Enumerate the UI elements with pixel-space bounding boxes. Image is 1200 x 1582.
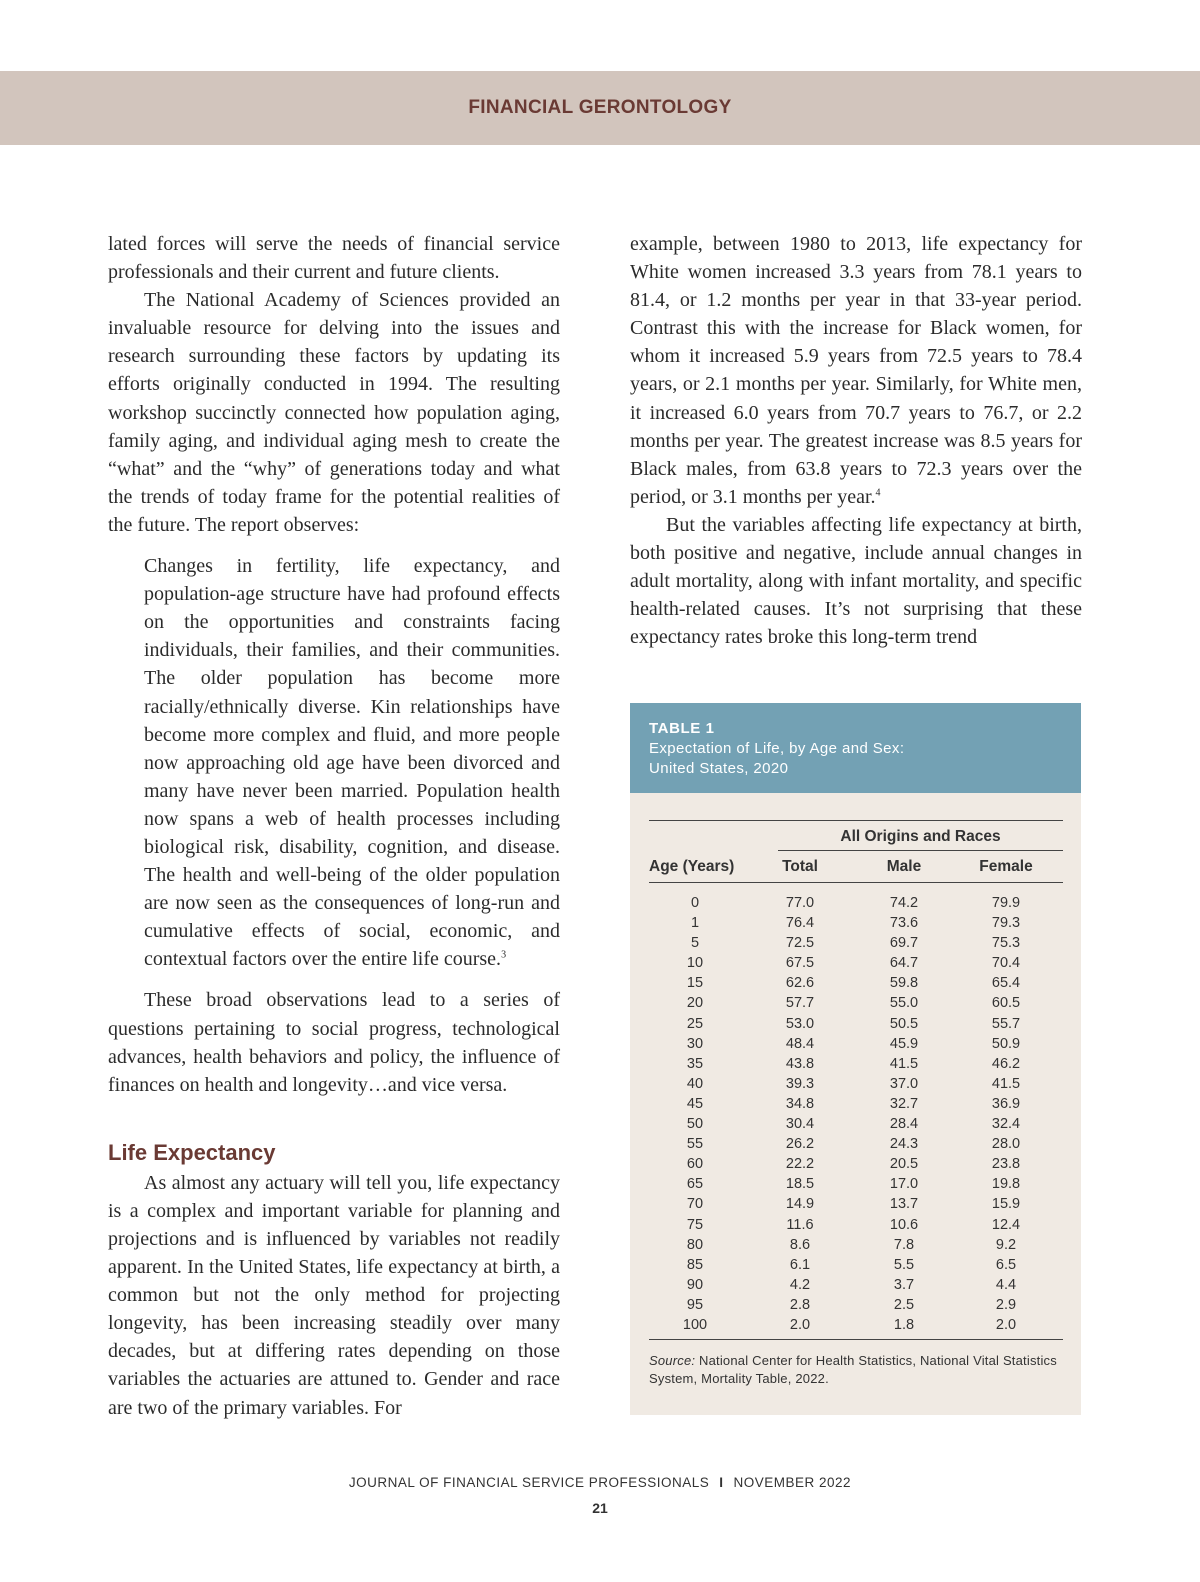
cell-female: 23.8 — [991, 1156, 1021, 1173]
table-row — [649, 1054, 1063, 1074]
table-row — [649, 933, 1063, 953]
cell-male: 74.2 — [889, 895, 919, 911]
table-row — [649, 1235, 1063, 1255]
group-header: All Origins and Races — [778, 821, 1063, 851]
paragraph: These broad observations lead to a series of questions pertaining to social progress, technological advances, health behaviors and policy, the influence of finances on health and longevity…and vice versa. — [108, 989, 560, 1096]
table-row — [649, 1074, 1063, 1094]
cell-male: 3.7 — [893, 1276, 915, 1293]
paragraph: As almost any actuary will tell you, life expectancy is a complex and important variable for planning and projections and is influenced by variables not readily apparent. In the United States, life expectancy at birth, a common but not the only method for projecting longevity, has been increasing steadily over many decades, but at differing rates depending on those variables the actuaries are attuned to. Gender and race are two of the primary variables. For — [108, 1171, 560, 1419]
cell-female: 70.4 — [991, 955, 1021, 972]
table-label: TABLE 1 — [649, 720, 715, 737]
cell-total: 14.9 — [785, 1196, 815, 1213]
footnote-marker: 4 — [875, 487, 881, 499]
column-headers — [649, 851, 1063, 883]
cell-male: 20.5 — [889, 1156, 919, 1173]
cell-age: 75 — [686, 1216, 704, 1233]
table-caption — [630, 703, 1081, 793]
cell-female: 46.2 — [991, 1055, 1021, 1072]
cell-total: 30.4 — [785, 1116, 815, 1133]
cell-female: 2.0 — [995, 1316, 1017, 1333]
paragraph-text: example, between 1980 to 2013, life expectancy for White women increased 3.3 years from 78.1 years to 81.4, or 1.2 months per year in that 33-year period. Contrast this with the increase for Black women, for whom it increased 5.9 years from 72.5 years to 78.4 years, or 2.1 months per year. Similarly, for White men, it increased 6.0 years from 70.7 years to 76.7, or 2.2 months per year. The greatest increase was 8.5 years for Black males, from 63.8 years to 72.3 years over the period, or 3.1 months per year. — [630, 233, 1082, 508]
cell-age: 30 — [686, 1035, 704, 1052]
table-row — [649, 1114, 1063, 1134]
paragraph: The National Academy of Sciences provided an invaluable resource for delving into the issues and research surrounding these factors by updating its efforts originally conducted in 1994. The resulting workshop succinctly connected how population aging, family aging, and individual aging mesh to create the “what” and the “why” of generations today and what the trends of today frame for the potential realities of the future. The report observes: — [108, 289, 560, 536]
section-heading: Life Expectancy — [108, 1139, 276, 1165]
cell-total: 57.7 — [785, 995, 815, 1012]
cell-total: 48.4 — [785, 1035, 815, 1052]
data-table — [649, 820, 1063, 1340]
cell-age: 85 — [686, 1256, 704, 1273]
cell-total: 53.0 — [785, 1015, 815, 1032]
table-row — [649, 953, 1063, 973]
cell-male: 5.5 — [893, 1256, 915, 1273]
cell-age: 5 — [690, 935, 700, 952]
table-row — [649, 1014, 1063, 1034]
cell-male: 45.9 — [889, 1035, 919, 1052]
cell-age: 50 — [686, 1116, 704, 1133]
cell-total: 67.5 — [785, 955, 815, 972]
column-header-male: Male — [886, 858, 922, 875]
table-row — [649, 1295, 1063, 1315]
issue-date: NOVEMBER 2022 — [733, 1475, 852, 1490]
cell-age: 80 — [686, 1236, 704, 1253]
running-header — [0, 71, 1200, 145]
cell-total: 62.6 — [785, 975, 815, 992]
cell-total: 4.2 — [789, 1276, 811, 1293]
cell-male: 73.6 — [889, 915, 919, 932]
cell-female: 2.9 — [995, 1296, 1017, 1313]
quote-text: Changes in fertility, life expectancy, and population-age structure have had profound effects on the opportunities and constraints facing individuals, their families, and their communities. The older population has become more racially/ethnically diverse. Kin relationships have become more complex and fluid, and more people now approaching old age have been divorced and many have never been married. Population health now spans a web of health processes including biological risk, disability, cognition, and disease. The health and well-being of the older population are now seen as the consequences of long-run and cumulative effects of social, economic, and contextual factors over the entire life course. — [144, 555, 560, 971]
cell-total: 11.6 — [786, 1216, 814, 1233]
journal-name: JOURNAL OF FINANCIAL SERVICE PROFESSIONALS — [348, 1475, 710, 1490]
table-row — [649, 1034, 1063, 1054]
cell-female: 79.3 — [991, 915, 1021, 932]
right-column — [630, 230, 1082, 651]
column-header-female: Female — [979, 858, 1033, 875]
source-label: Source: — [649, 1353, 696, 1368]
cell-total: 43.8 — [785, 1055, 815, 1072]
cell-male: 2.5 — [893, 1296, 915, 1313]
cell-male: 41.5 — [889, 1055, 919, 1072]
cell-total: 76.4 — [785, 915, 815, 932]
paragraph — [630, 230, 1082, 511]
table-row — [649, 1094, 1063, 1114]
table-row — [649, 1255, 1063, 1275]
cell-male: 24.3 — [889, 1136, 919, 1153]
cell-female: 9.2 — [995, 1236, 1017, 1253]
cell-female: 41.5 — [991, 1075, 1021, 1092]
table-row — [649, 1315, 1063, 1335]
cell-total: 26.2 — [785, 1136, 815, 1153]
cell-total: 34.8 — [785, 1095, 815, 1112]
table-source — [649, 1352, 1063, 1388]
cell-age: 70 — [686, 1196, 704, 1213]
cell-age: 65 — [686, 1176, 704, 1193]
block-quote — [144, 552, 560, 973]
table-row — [649, 913, 1063, 933]
cell-age: 20 — [686, 995, 704, 1012]
cell-total: 18.5 — [785, 1176, 815, 1193]
cell-male: 10.6 — [889, 1216, 919, 1233]
table-row — [649, 1215, 1063, 1235]
footer-separator: I — [719, 1475, 724, 1490]
table-row — [649, 893, 1063, 913]
cell-female: 32.4 — [991, 1116, 1021, 1133]
cell-female: 19.8 — [991, 1176, 1021, 1193]
cell-male: 37.0 — [889, 1075, 919, 1092]
cell-age: 1 — [690, 915, 700, 932]
cell-male: 32.7 — [889, 1095, 919, 1112]
cell-age: 45 — [686, 1095, 704, 1112]
cell-total: 6.1 — [789, 1256, 811, 1273]
cell-age: 55 — [686, 1136, 704, 1153]
cell-male: 69.7 — [889, 935, 919, 952]
cell-male: 7.8 — [893, 1236, 915, 1253]
cell-male: 17.0 — [889, 1176, 919, 1193]
cell-age: 100 — [682, 1316, 708, 1333]
cell-female: 12.4 — [991, 1216, 1021, 1233]
footnote-marker: 3 — [501, 949, 507, 961]
table-row — [649, 993, 1063, 1013]
table-row — [649, 1134, 1063, 1154]
source-text: National Center for Health Statistics, National Vital Statistics System, Mortality Table, 2022. — [649, 1353, 1057, 1386]
left-column — [108, 230, 560, 1422]
cell-male: 64.7 — [889, 955, 919, 972]
cell-female: 4.4 — [995, 1276, 1017, 1293]
table-row — [649, 1154, 1063, 1174]
cell-total: 22.2 — [785, 1156, 815, 1173]
cell-total: 2.8 — [789, 1296, 811, 1313]
footer-journal-line — [0, 1475, 1200, 1490]
cell-age: 15 — [686, 975, 704, 992]
cell-age: 40 — [686, 1075, 704, 1092]
table-row — [649, 1194, 1063, 1214]
table-row — [649, 1174, 1063, 1194]
life-expectancy-table — [630, 703, 1081, 1415]
cell-male: 55.0 — [889, 995, 919, 1012]
cell-age: 60 — [686, 1156, 704, 1173]
cell-male: 1.8 — [893, 1316, 915, 1333]
table-caption-line: United States, 2020 — [649, 760, 789, 777]
cell-age: 35 — [686, 1055, 704, 1072]
cell-age: 90 — [686, 1276, 704, 1293]
table-row — [649, 973, 1063, 993]
cell-age: 95 — [686, 1296, 704, 1313]
cell-total: 77.0 — [785, 895, 815, 911]
cell-female: 6.5 — [995, 1256, 1017, 1273]
cell-female: 50.9 — [991, 1035, 1021, 1052]
cell-total: 2.0 — [789, 1316, 811, 1333]
column-header-total: Total — [782, 858, 818, 875]
cell-female: 36.9 — [991, 1095, 1021, 1112]
table-body — [649, 883, 1063, 1340]
cell-female: 60.5 — [991, 995, 1021, 1012]
table-caption-line: Expectation of Life, by Age and Sex: — [649, 740, 905, 757]
cell-female: 28.0 — [991, 1136, 1021, 1153]
column-header-age: Age (Years) — [649, 858, 735, 875]
cell-female: 79.9 — [991, 895, 1021, 911]
cell-male: 50.5 — [889, 1015, 919, 1032]
cell-male: 28.4 — [889, 1116, 919, 1133]
cell-female: 65.4 — [991, 975, 1021, 992]
cell-female: 15.9 — [991, 1196, 1021, 1213]
page-number: 21 — [592, 1500, 608, 1516]
cell-female: 55.7 — [991, 1015, 1021, 1032]
cell-total: 8.6 — [789, 1236, 811, 1253]
paragraph: But the variables affecting life expectancy at birth, both positive and negative, include annual changes in adult mortality, along with infant mortality, and specific health-related causes. It’s not surprising that these expectancy rates broke this long-term trend — [630, 513, 1082, 649]
cell-age: 25 — [686, 1015, 704, 1032]
cell-male: 59.8 — [889, 975, 919, 992]
paragraph: lated forces will serve the needs of financial service professionals and their current and future clients. — [108, 233, 560, 284]
cell-total: 39.3 — [785, 1075, 815, 1092]
cell-age: 0 — [690, 895, 700, 911]
cell-total: 72.5 — [785, 935, 815, 952]
table-row — [649, 1275, 1063, 1295]
cell-female: 75.3 — [991, 935, 1021, 952]
cell-male: 13.7 — [889, 1196, 919, 1213]
cell-age: 10 — [686, 955, 704, 972]
running-header-title: FINANCIAL GERONTOLOGY — [468, 97, 732, 118]
